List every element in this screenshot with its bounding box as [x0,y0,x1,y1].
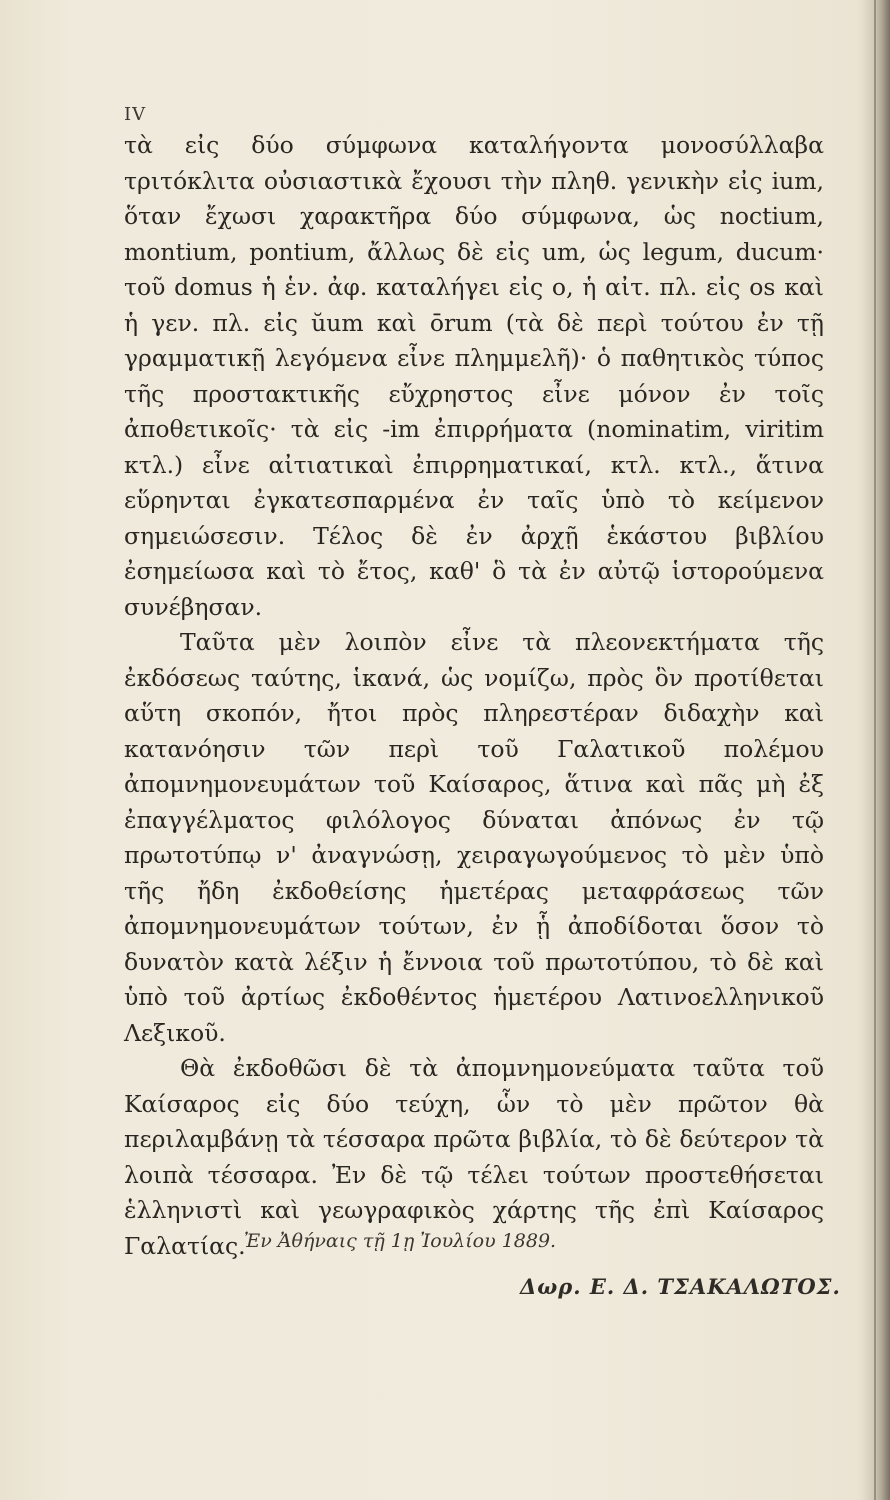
page-edge-shadow [862,0,890,1500]
page-number: IV [124,104,147,125]
page-edge-line [874,0,876,1500]
date-line: Ἐν Ἀθήναις τῇ 1ῃ Ἰουλίου 1889. [244,1230,557,1252]
author-signature: Δωρ. Ε. Δ. ΤΣΑΚΑΛΩΤΟΣ. [520,1274,841,1299]
paragraph-2: Ταῦτα μὲν λοιπὸν εἶνε τὰ πλεονεκτήματα τῆς ἐκδόσεως ταύτης, ἱκανά, ὡς νομίζω, πρὸς ὃν προτίθεται αὕτη σκοπόν, ἤτοι πρὸς πληρεστέραν διδαχὴν καὶ κατανόησιν τῶν περὶ τοῦ Γαλατικοῦ πολέμου ἀπομνημονευμάτων τοῦ Καίσαρος, ἅτινα καὶ πᾶς μὴ ἐξ ἐπαγγέλματος φιλόλογος δύναται ἀπόνως ἐν τῷ πρωτοτύπῳ ν' ἀναγνώσῃ, χειραγωγούμενος τὸ μὲν ὑπὸ τῆς ἤδη ἐκδοθείσης ἡμετέρας μεταφράσεως τῶν ἀπομνημονευμάτων τούτων, ἐν ᾗ ἀποδίδοται ὅσον τὸ δυνατὸν κατὰ λέξιν ἡ ἔννοια τοῦ πρωτοτύπου, τὸ δὲ καὶ ὑπὸ τοῦ ἀρτίως ἐκδοθέντος ἡμετέρου Λατινοελληνικοῦ Λεξικοῦ. [124,628,824,1047]
paragraph-3: Θὰ ἐκδοθῶσι δὲ τὰ ἀπομνημονεύματα ταῦτα τοῦ Καίσαρος εἰς δύο τεύχη, ὧν τὸ μὲν πρῶτον θὰ περιλαμβάνῃ τὰ τέσσαρα πρῶτα βιβλία, τὸ δὲ δεύτερον τὰ λοιπὰ τέσσαρα. Ἐν δὲ τῷ τέλει τούτων προστεθήσεται ἑλληνιστὶ καὶ γεωγραφικὸς χάρτης τῆς ἐπὶ Καίσαρος Γαλατίας. [124,1054,824,1260]
paragraph-1: τὰ εἰς δύο σύμφωνα καταλήγοντα μονοσύλλαβα τριτόκλιτα οὐσιαστικὰ ἔχουσι τὴν πληθ. γενικὴν εἰς ium, ὅταν ἔχωσι χαρακτῆρα δύο σύμφωνα, ὡς noctium, montium, pontium, ἄλλως δὲ εἰς um, ὡς legum, ducum· τοῦ domus ἡ ἑν. ἀφ. καταλήγει εἰς o, ἡ αἰτ. πλ. εἰς os καὶ ἡ γεν. πλ. εἰς ŭum καὶ ōrum (τὰ δὲ περὶ τούτου ἐν τῇ γραμματικῇ λεγόμενα εἶνε πλημμελῆ)· ὁ παθητικὸς τύπος τῆς προστακτικῆς εὔχρηστος εἶνε μόνον ἐν τοῖς ἀποθετικοῖς· τὰ εἰς -im ἐπιρρήματα (nominatim, viritim κτλ.) εἶνε αἰτιατικαὶ ἐπιρρηματικαί, κτλ. κτλ., ἅτινα εὕρηνται ἐγκατεσπαρμένα ἐν ταῖς ὑπὸ τὸ κείμενον σημειώσεσιν. Τέλος δὲ ἐν ἀρχῇ ἑκάστου βιβλίου ἐσημείωσα καὶ τὸ ἔτος, καθ' ὃ τὰ ἐν αὐτῷ ἱστορούμενα συνέβησαν. [124,131,824,621]
body-text [124,128,824,1264]
